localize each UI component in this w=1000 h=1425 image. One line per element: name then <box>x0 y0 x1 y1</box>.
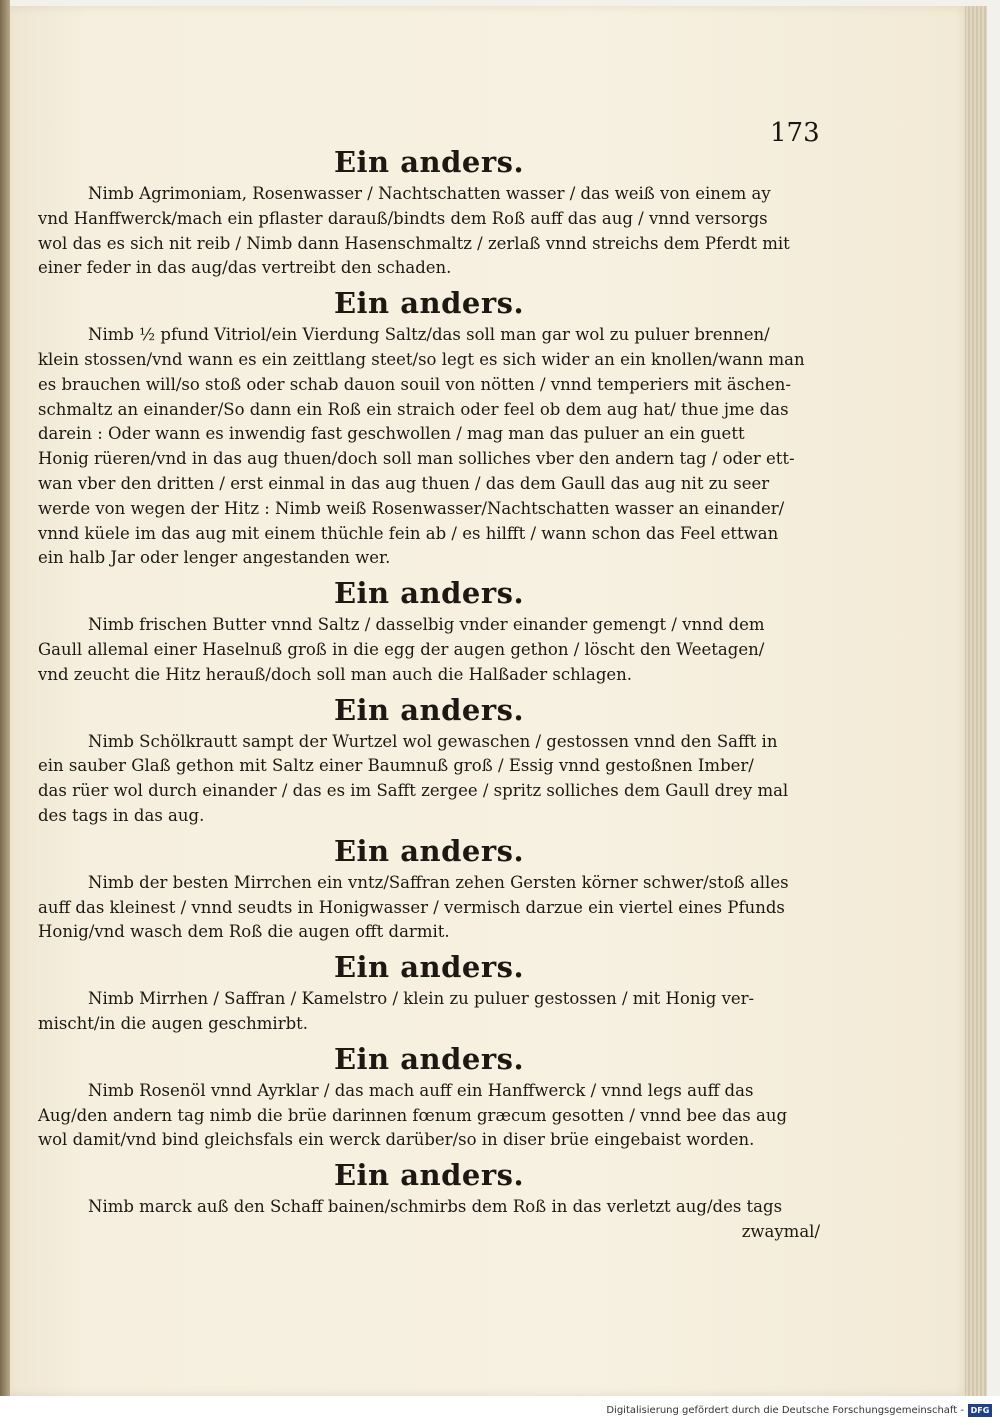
book-binding-gutter <box>0 0 10 1425</box>
text-line: Nimb der besten Mirrchen ein vntz/Saffran zehen Gersten körner schwer/stoß alles <box>88 872 789 892</box>
text-line: wol das es sich nit reib / Nimb dann Hasenschmaltz / zerlaß vnnd streichs dem Pferdt mit <box>38 233 790 253</box>
text-line: vnd Hanffwerck/mach ein pflaster darauß/bindts dem Roß auff das aug / vnnd versorgs <box>38 208 768 228</box>
text-line: schmaltz an einander/So dann ein Roß ein straich oder feel ob dem aug hat/ thue jme das <box>38 399 789 419</box>
text-line: Nimb ½ pfund Vitriol/ein Vierdung Saltz/das soll man gar wol zu puluer brennen/ <box>88 325 770 345</box>
text-line: wan vber den dritten / erst einmal in das aug thuen / das dem Gaull das aug nit zu seer <box>38 473 770 493</box>
text-line: vnd zeucht die Hitz herauß/doch soll man auch die Halßader schlagen. <box>38 664 633 684</box>
section-heading: Ein anders. <box>333 950 525 985</box>
text-line: Honig/vnd wasch dem Roß die augen offt darmit. <box>38 922 450 942</box>
section-heading: Ein anders. <box>333 1158 525 1193</box>
section-paragraph <box>38 871 820 945</box>
section-heading: Ein anders. <box>333 286 525 321</box>
text-line: klein stossen/vnd wann es ein zeittlang steet/so legt es sich wider an ein knollen/wann man <box>38 349 805 369</box>
text-line: Aug/den andern tag nimb die brüe darinnen fœnum græcum gesotten / vnnd bee das aug <box>38 1105 788 1125</box>
text-line: Nimb Agrimoniam, Rosenwasser / Nachtschatten wasser / das weiß von einem ay <box>88 184 771 203</box>
text-line: wol damit/vnd bind gleichsfals ein werck darüber/so in diser brüe eingebaist worden. <box>38 1130 755 1150</box>
section-paragraph <box>38 730 820 829</box>
text-line: einer feder in das aug/das vertreibt den schaden. <box>38 258 452 278</box>
text-line: Honig rüeren/vnd in das aug thuen/doch soll man solliches vber den andern tag / oder ett- <box>38 449 795 469</box>
text-line: Nimb Schölkrautt sampt der Wurtzel wol gewaschen / gestossen vnnd den Safft in <box>88 731 778 751</box>
text-line: Nimb Mirrhen / Saffran / Kamelstro / klein zu puluer gestossen / mit Honig ver- <box>88 989 755 1009</box>
text-line: auff das kleinest / vnnd seudts in Honigwasser / vermisch darzue ein viertel eines Pfunds <box>38 897 785 917</box>
funding-credit: Digitalisierung gefördert durch die Deutsche Forschungsgemeinschaft - <box>606 1405 964 1416</box>
section-paragraph <box>38 323 820 571</box>
text-line: werde von wegen der Hitz : Nimb weiß Rosenwasser/Nachtschatten wasser an einander/ <box>38 498 785 518</box>
text-line: Nimb frischen Butter vnnd Saltz / dasselbig vnder einander gemengt / vnnd dem <box>88 615 765 635</box>
section-heading: Ein anders. <box>333 692 525 727</box>
section-paragraph <box>38 1195 820 1245</box>
section-heading: Ein anders. <box>333 145 525 179</box>
section-paragraph <box>38 182 820 281</box>
section-heading: Ein anders. <box>333 576 525 611</box>
text-line: zwaymal/ <box>741 1221 820 1241</box>
text-line: Nimb Rosenöl vnnd Ayrklar / das mach auff ein Hanffwerck / vnnd legs auff das <box>88 1080 754 1100</box>
section-paragraph <box>38 613 820 687</box>
text-line: vnnd küele im das aug mit einem thüchle fein ab / es hilfft / wann schon das Feel ettwan <box>38 523 779 543</box>
dfg-logo: DFG <box>968 1404 992 1417</box>
text-line: Nimb marck auß den Schaff bainen/schmirbs dem Roß in das verletzt aug/des tags <box>88 1197 783 1217</box>
text-line: ein halb Jar oder lenger angestanden wer. <box>38 548 391 568</box>
page-text-block <box>38 140 820 1245</box>
section-heading: Ein anders. <box>333 833 525 868</box>
text-line: darein : Oder wann es inwendig fast geschwollen / mag man das puluer an ein guett <box>38 424 745 444</box>
section-heading: Ein anders. <box>333 1041 525 1076</box>
text-line: mischt/in die augen geschmirbt. <box>38 1013 309 1033</box>
text-line: ein sauber Glaß gethon mit Saltz einer Baumnuß groß / Essig vnnd gestoßnen Imber/ <box>38 756 754 776</box>
text-line: des tags in das aug. <box>38 805 205 825</box>
text-line: es brauchen will/so stoß oder schab dauon souil von nötten / vnnd temperiers mit äschen- <box>38 374 791 394</box>
section-paragraph <box>38 1079 820 1153</box>
page-edge-stack <box>965 6 987 1396</box>
section-paragraph <box>38 987 820 1037</box>
text-line: das rüer wol durch einander / das es im Safft zergee / spritz solliches dem Gaull drey mal <box>38 781 789 801</box>
page-number: 173 <box>770 118 820 148</box>
text-line: Gaull allemal einer Haselnuß groß in die egg der augen gethon / löscht den Weetagen/ <box>38 639 765 659</box>
